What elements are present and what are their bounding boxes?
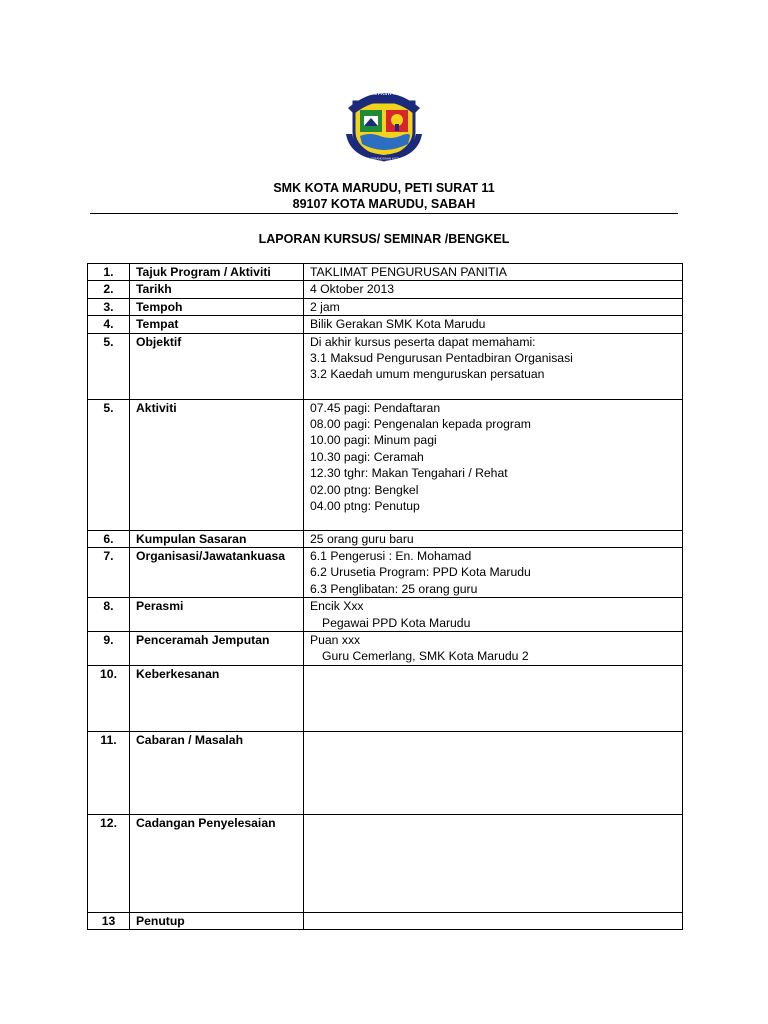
row-label: Aktiviti — [130, 399, 304, 530]
form-row — [88, 665, 683, 731]
row-value — [304, 316, 683, 333]
form-row — [88, 912, 683, 929]
row-value-line: 4 Oktober 2013 — [310, 282, 395, 297]
report-form-table — [87, 263, 683, 930]
row-number: 5. — [88, 399, 130, 530]
row-label: Kumpulan Sasaran — [130, 530, 304, 547]
form-row — [88, 399, 683, 530]
row-number: 3. — [88, 298, 130, 315]
row-label: Tempat — [130, 316, 304, 333]
form-row — [88, 298, 683, 315]
row-label: Cabaran / Masalah — [130, 731, 304, 814]
school-name-line: SMK KOTA MARUDU, PETI SURAT 11 — [273, 181, 495, 195]
form-row — [88, 264, 683, 281]
row-value — [304, 399, 683, 530]
row-number: 12. — [88, 814, 130, 912]
row-value-line: 25 orang guru baru — [310, 531, 414, 546]
row-value — [304, 264, 683, 281]
row-value-line: 04.00 ptng: Penutup — [310, 499, 420, 514]
row-value-line: 6.1 Pengerusi : En. Mohamad — [310, 549, 472, 564]
form-row — [88, 548, 683, 598]
row-value-line: 07.45 pagi: Pendaftaran — [310, 400, 441, 415]
form-row — [88, 530, 683, 547]
row-value-line: 08.00 pagi: Pengenalan kepada program — [310, 417, 531, 432]
row-label: Penutup — [130, 912, 304, 929]
form-row — [88, 333, 683, 399]
row-number: 7. — [88, 548, 130, 598]
row-value-line: 10.30 pagi: Ceramah — [310, 449, 424, 464]
row-label: Keberkesanan — [130, 665, 304, 731]
row-value-line: 6.3 Penglibatan: 25 orang guru — [310, 581, 478, 596]
row-value-line: 12.30 tghr: Makan Tengahari / Rehat — [310, 466, 508, 481]
row-value-line: 6.2 Urusetia Program: PPD Kota Marudu — [310, 565, 531, 580]
row-number: 11. — [88, 731, 130, 814]
header-divider — [90, 213, 678, 214]
row-value-line: 3.2 Kaedah umum menguruskan persatuan — [310, 367, 545, 382]
row-value-line: 10.00 pagi: Minum pagi — [310, 433, 437, 448]
row-number: 10. — [88, 665, 130, 731]
row-value-line: Di akhir kursus peserta dapat memahami: — [310, 334, 536, 349]
row-value-line: Bilik Gerakan SMK Kota Marudu — [310, 317, 486, 332]
row-value-line: TAKLIMAT PENGURUSAN PANITIA — [310, 265, 507, 279]
row-label: Tarikh — [130, 281, 304, 298]
row-number: 13 — [88, 912, 130, 929]
row-label: Perasmi — [130, 598, 304, 632]
row-label: Penceramah Jemputan — [130, 632, 304, 666]
row-number: 8. — [88, 598, 130, 632]
row-label: Cadangan Penyelesaian — [130, 814, 304, 912]
form-row — [88, 632, 683, 666]
row-value — [304, 814, 683, 912]
form-row — [88, 316, 683, 333]
row-value — [304, 598, 683, 632]
row-number: 9. — [88, 632, 130, 666]
crest-top-text: KEJAYAAN PASTI TERCAPAI — [352, 91, 416, 96]
form-row — [88, 731, 683, 814]
row-label: Organisasi/Jawatankuasa — [130, 548, 304, 598]
row-value — [304, 665, 683, 731]
report-title: LAPORAN KURSUS/ SEMINAR /BENGKEL — [258, 232, 510, 246]
form-row — [88, 598, 683, 632]
row-value-line: Encik Xxx — [310, 599, 364, 614]
row-value — [304, 912, 683, 929]
crest-bottom-text: SMK KOTA KEBANGSAAN KOTA MARUDU — [354, 156, 414, 161]
row-number: 4. — [88, 316, 130, 333]
form-row — [88, 281, 683, 298]
row-value — [304, 281, 683, 298]
row-value — [304, 333, 683, 399]
row-value-line: Pegawai PPD Kota Marudu — [322, 615, 471, 630]
row-label: Tempoh — [130, 298, 304, 315]
row-value-line: 02.00 ptng: Bengkel — [310, 482, 419, 497]
row-number: 6. — [88, 530, 130, 547]
row-label: Objektif — [130, 333, 304, 399]
row-value-line: 3.1 Maksud Pengurusan Pentadbiran Organisasi — [310, 351, 573, 366]
row-value — [304, 548, 683, 598]
school-crest-logo — [340, 80, 428, 162]
row-number: 5. — [88, 333, 130, 399]
row-label: Tajuk Program / Aktiviti — [130, 264, 304, 281]
school-address-line: 89107 KOTA MARUDU, SABAH — [292, 197, 476, 211]
row-value — [304, 632, 683, 666]
row-number: 1. — [88, 264, 130, 281]
row-value-line: Puan xxx — [310, 633, 361, 648]
form-row — [88, 814, 683, 912]
row-value — [304, 530, 683, 547]
row-value-line: Guru Cemerlang, SMK Kota Marudu 2 — [322, 649, 529, 664]
school-address-header — [0, 180, 768, 212]
row-value — [304, 298, 683, 315]
row-value-line: 2 jam — [310, 299, 340, 314]
row-value — [304, 731, 683, 814]
row-number: 2. — [88, 281, 130, 298]
